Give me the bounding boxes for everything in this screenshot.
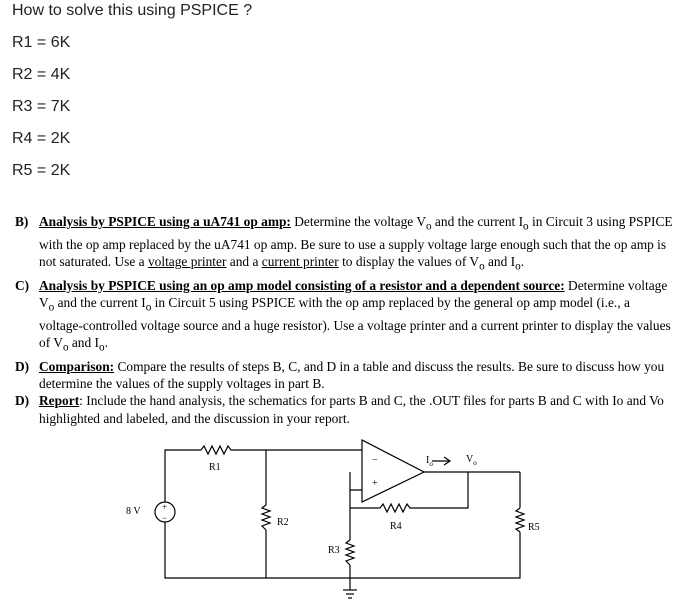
resistor-r4 [380, 504, 412, 512]
given-r4: R4 = 2K [12, 130, 71, 147]
source-minus: − [162, 513, 168, 523]
label-r1: R1 [209, 462, 221, 473]
given-r1: R1 = 6K [12, 34, 71, 51]
question-title: How to solve this using PSPICE ? [12, 2, 253, 19]
voltage-printer-text: voltage printer [147, 254, 227, 270]
given-r3: R3 = 7K [12, 98, 71, 115]
part-c-text: Analysis by PSPICE using an op amp model consisting of a resistor and a dependent source: Determine voltage $V_o$ and the current $I_o$ in Circuit 5 using PSPICE with the op amp replaced by the general op amp model (i.e., a voltage-controlled voltage source and a huge resistor). Use a voltage printer and a current printer to display the values of $V_o$ and $I_o$. [39, 277, 671, 355]
part-heading: Comparison: [39, 358, 115, 374]
part-heading: Report [39, 393, 80, 409]
resistor-r1 [201, 446, 234, 454]
resistor-r3 [346, 540, 354, 565]
label-vo: $V_o$ [466, 454, 477, 467]
part-d-report-text: Report: Include the hand analysis, the schematics for parts B and C, the .OUT files for parts B and C with Io and Vo highlighted and labeled, and the discussion in your report. [39, 393, 664, 426]
ground-symbol [343, 590, 357, 598]
given-r5: R5 = 2K [12, 162, 71, 179]
current-printer-text: current printer [261, 254, 339, 270]
part-heading: Analysis by PSPICE using a uA741 op amp: [39, 214, 291, 229]
part-d-comparison-text: Comparison: Compare the results of steps B, C, and D in a table and discuss the results. Be sure to discuss how you determine the values of the supply voltages in part B. [39, 358, 665, 391]
part-heading: Analysis by PSPICE using an op amp model consisting of a resistor and a dependent source: [39, 277, 565, 293]
source-plus: + [162, 502, 168, 512]
resistor-r5 [516, 508, 524, 532]
part-letter: D) [15, 358, 30, 374]
label-source: 8 V [126, 506, 141, 517]
part-letter: C) [15, 277, 30, 293]
given-r2: R2 = 4K [12, 66, 71, 83]
part-letter: D) [15, 393, 30, 409]
label-io: $I_o$ [426, 455, 433, 468]
label-r5: R5 [528, 522, 540, 533]
label-r2: R2 [277, 517, 289, 528]
opamp-plus-terminal: + [372, 478, 378, 489]
label-r4: R4 [390, 521, 402, 532]
current-arrow [432, 457, 450, 465]
opamp-symbol [362, 440, 424, 502]
part-letter: B) [15, 214, 29, 229]
opamp-minus-terminal: − [372, 455, 378, 466]
resistor-r2 [262, 505, 270, 530]
label-r3: R3 [328, 545, 340, 556]
part-b-text: Analysis by PSPICE using a uA741 op amp: Determine the voltage $V_o$ and the current $I_o$ in Circuit 3 using PSPICE with the op amp replaced by the uA741 op amp. Be sure to use a supply voltage large enough such that the op amp is not saturated. Use a voltage printer and a current printer to display the values of $V_o$ and $I_o$. [39, 214, 673, 274]
